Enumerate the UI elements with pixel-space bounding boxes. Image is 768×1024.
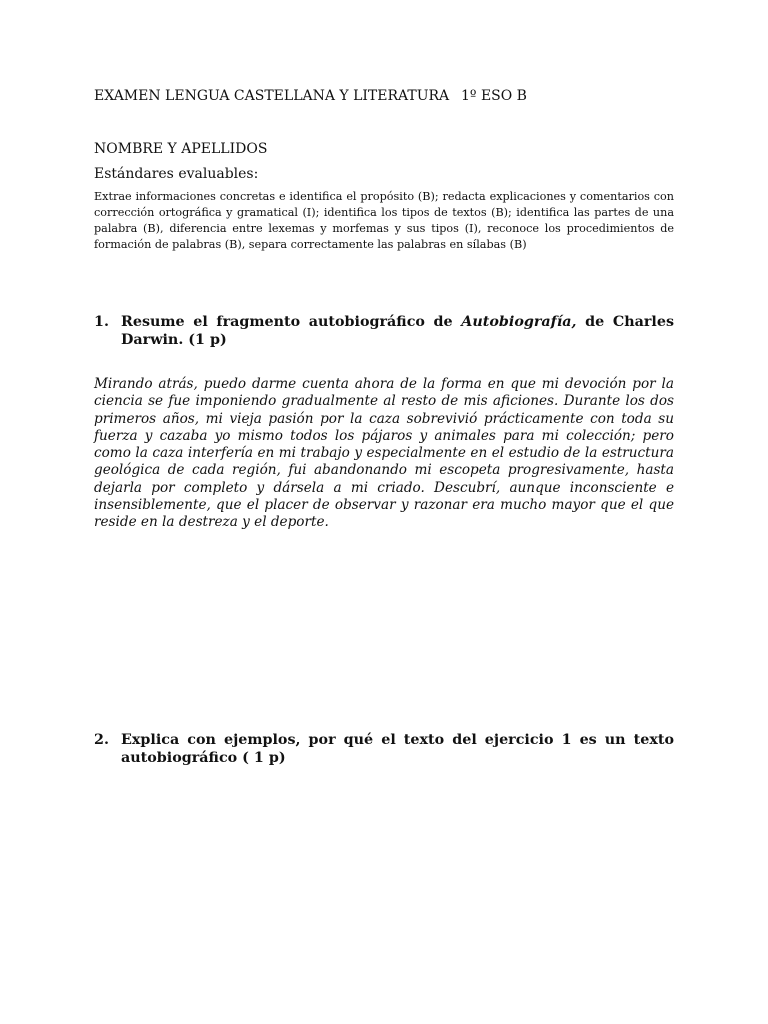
book-title: Autobiografía, — [461, 314, 577, 330]
darwin-excerpt: Mirando atrás, puedo darme cuenta ahora de la forma en que mi devoción por la ciencia se fue imponiendo gradualmente al resto de mis aficiones. Durante los dos primeros años, mi vieja pasión por la caza sobrevivió prácticamente con toda su fuerza y cazaba yo mismo todos los pájaros y animales para mi colección; pero como la caza interfería en mi trabajo y especialmente en el estudio de la estructura geológica de cada región, fui abandonando mi escopeta progresivamente, hasta dejarla por completo y dársela a mi criado. Descubrí, aunque inconsciente e insensiblemente, que el placer de observar y razonar era mucho mayor que el que reside en la destreza y el deporte. — [94, 376, 674, 531]
question-text-part: Resume el fragmento autobiográfico de — [121, 314, 462, 330]
student-name-label: NOMBRE Y APELLIDOS — [94, 141, 268, 157]
question-text: Explica con ejemplos, por qué el texto del ejercicio 1 es un texto autobiográfico ( 1 p) — [121, 732, 674, 766]
exam-header — [94, 88, 527, 104]
question-1 — [94, 313, 674, 349]
question-number: 1. — [94, 314, 109, 330]
course-label: 1º ESO B — [461, 88, 527, 104]
question-number: 2. — [94, 732, 109, 748]
question-text — [121, 313, 674, 349]
exam-title: EXAMEN LENGUA CASTELLANA Y LITERATURA — [94, 88, 450, 104]
question-text-part: de Charles Darwin. (1 p) — [121, 314, 674, 348]
standards-text: Extrae informaciones concretas e identifica el propósito (B); redacta explicaciones y comentarios con corrección ortográfica y gramatical (I); identifica los tipos de textos (B); identifica las partes de una palabra (B), diferencia entre lexemas y morfemas y sus tipos (I), reconoce los procedimientos de formación de palabras (B), separa correctamente las palabras en sílabas (B) — [94, 190, 674, 251]
standards-title: Estándares evaluables: — [94, 166, 259, 182]
question-2 — [94, 731, 674, 767]
